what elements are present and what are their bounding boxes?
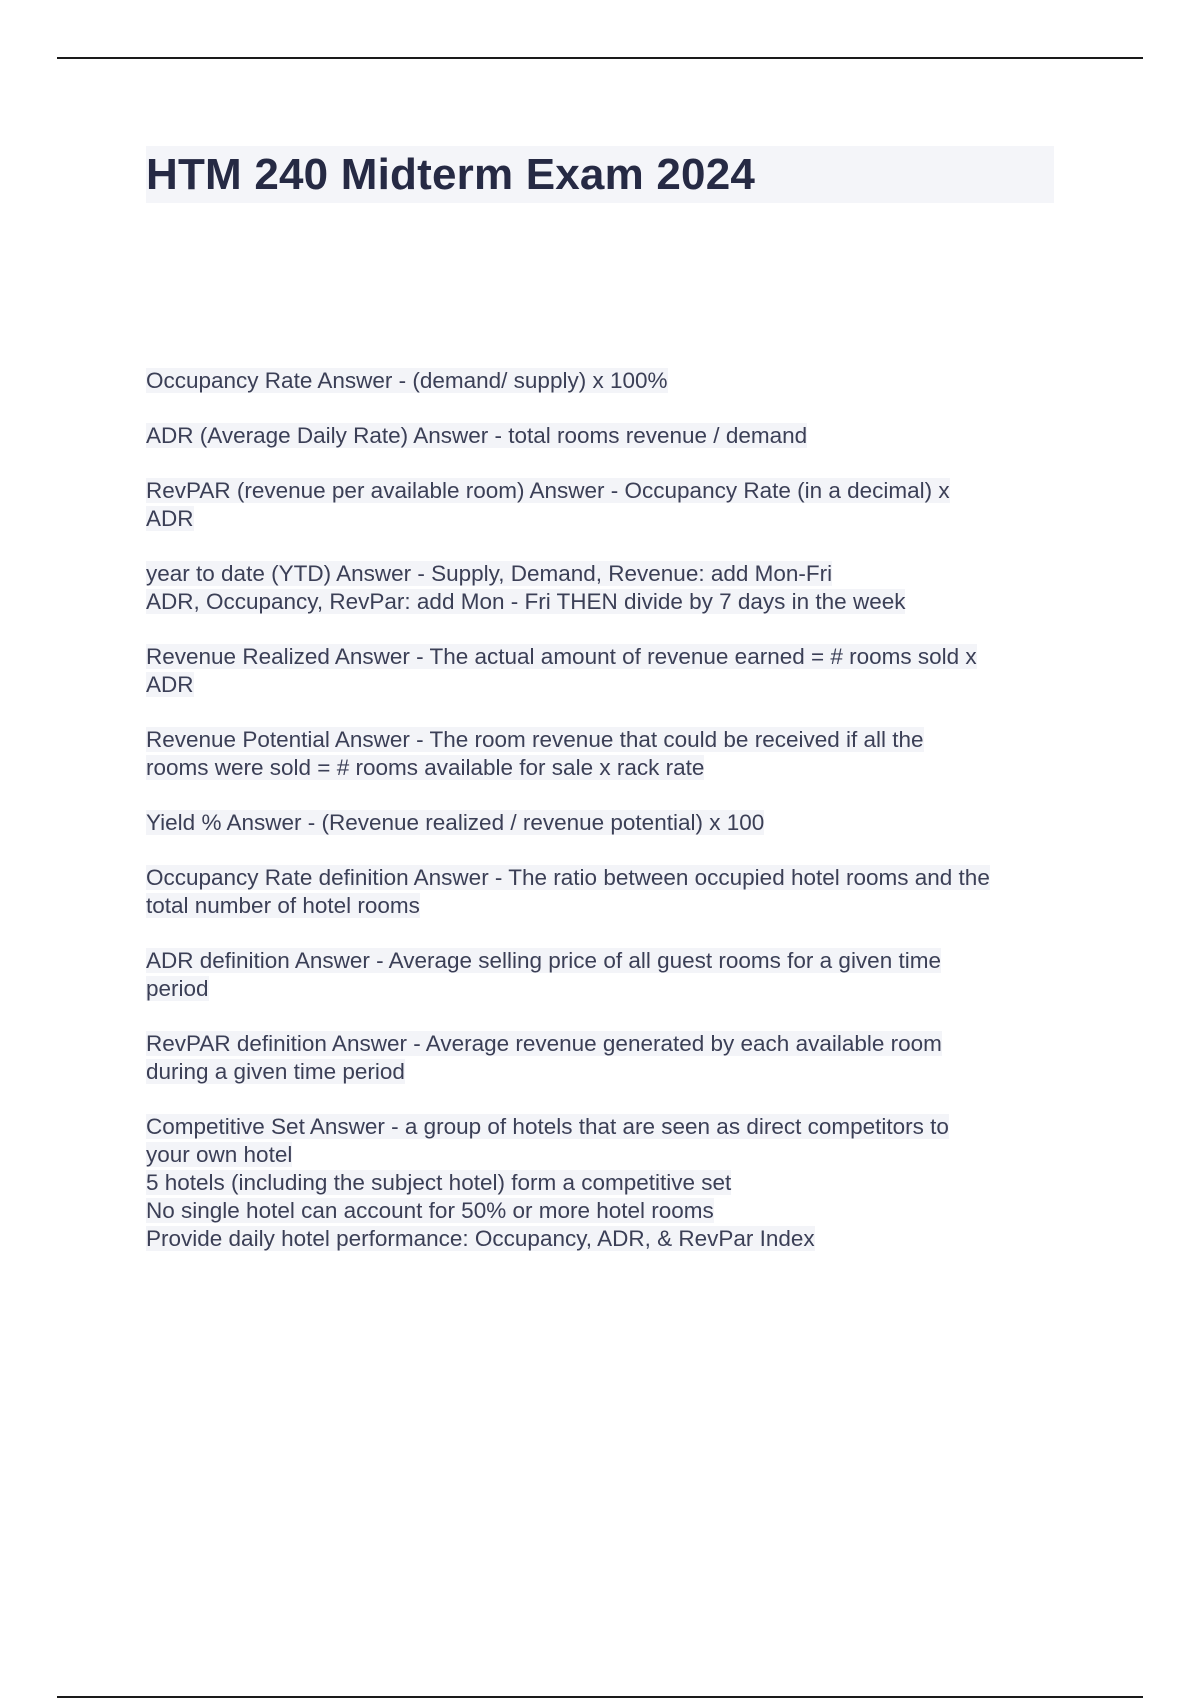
entry-line: [146, 1058, 1066, 1086]
flashcard-entry: [146, 643, 1066, 699]
entry-line-text: Revenue Realized Answer - The actual amount of revenue earned = # rooms sold x: [146, 644, 977, 669]
entry-line-text: ADR definition Answer - Average selling price of all guest rooms for a given time: [146, 948, 941, 973]
flashcard-entry: [146, 1113, 1066, 1253]
entry-line: [146, 560, 1066, 588]
entry-line: [146, 643, 1066, 671]
flashcard-entry: [146, 809, 1066, 837]
entry-line: [146, 1197, 1066, 1225]
entry-line-text: ADR, Occupancy, RevPar: add Mon - Fri THEN divide by 7 days in the week: [146, 589, 906, 614]
entry-line-text: period: [146, 976, 209, 1001]
entry-line-text: Occupancy Rate definition Answer - The ratio between occupied hotel rooms and the: [146, 865, 990, 890]
entry-line-text: Competitive Set Answer - a group of hotels that are seen as direct competitors to: [146, 1114, 949, 1139]
entry-line: [146, 1225, 1066, 1253]
entry-line: [146, 477, 1066, 505]
bottom-divider: [57, 1696, 1143, 1698]
entry-line: [146, 1030, 1066, 1058]
flashcard-entry: [146, 422, 1066, 450]
flashcard-list: [146, 367, 1066, 1280]
entry-line-text: RevPAR definition Answer - Average revenue generated by each available room: [146, 1031, 942, 1056]
entry-line-text: ADR: [146, 506, 194, 531]
entry-line-text: ADR (Average Daily Rate) Answer - total rooms revenue / demand: [146, 423, 808, 448]
entry-line: [146, 367, 1066, 395]
entry-line: [146, 1141, 1066, 1169]
entry-line: [146, 864, 1066, 892]
entry-line: [146, 505, 1066, 533]
flashcard-entry: [146, 1030, 1066, 1086]
entry-line: [146, 1113, 1066, 1141]
entry-line: [146, 754, 1066, 782]
entry-line-text: Provide daily hotel performance: Occupancy, ADR, & RevPar Index: [146, 1226, 815, 1251]
entry-line: [146, 726, 1066, 754]
entry-line-text: Yield % Answer - (Revenue realized / revenue potential) x 100: [146, 810, 765, 835]
entry-line: [146, 809, 1066, 837]
entry-line-text: year to date (YTD) Answer - Supply, Demand, Revenue: add Mon-Fri: [146, 561, 833, 586]
entry-line: [146, 947, 1066, 975]
entry-line-text: rooms were sold = # rooms available for sale x rack rate: [146, 755, 705, 780]
entry-line-text: RevPAR (revenue per available room) Answer - Occupancy Rate (in a decimal) x: [146, 478, 950, 503]
flashcard-entry: [146, 477, 1066, 533]
entry-line: [146, 588, 1066, 616]
page-title: HTM 240 Midterm Exam 2024: [146, 150, 756, 199]
flashcard-entry: [146, 864, 1066, 920]
flashcard-entry: [146, 367, 1066, 395]
entry-line-text: total number of hotel rooms: [146, 893, 420, 918]
entry-line: [146, 975, 1066, 1003]
entry-line-text: No single hotel can account for 50% or more hotel rooms: [146, 1198, 714, 1223]
entry-line: [146, 892, 1066, 920]
entry-line-text: your own hotel: [146, 1142, 293, 1167]
entry-line: [146, 422, 1066, 450]
top-divider: [57, 57, 1143, 59]
entry-line-text: Revenue Potential Answer - The room revenue that could be received if all the: [146, 727, 924, 752]
flashcard-entry: [146, 947, 1066, 1003]
entry-line-text: Occupancy Rate Answer - (demand/ supply) x 100%: [146, 368, 668, 393]
entry-line-text: 5 hotels (including the subject hotel) form a competitive set: [146, 1170, 732, 1195]
entry-line: [146, 1169, 1066, 1197]
flashcard-entry: [146, 560, 1066, 616]
flashcard-entry: [146, 726, 1066, 782]
entry-line-text: during a given time period: [146, 1059, 405, 1084]
entry-line-text: ADR: [146, 672, 194, 697]
entry-line: [146, 671, 1066, 699]
